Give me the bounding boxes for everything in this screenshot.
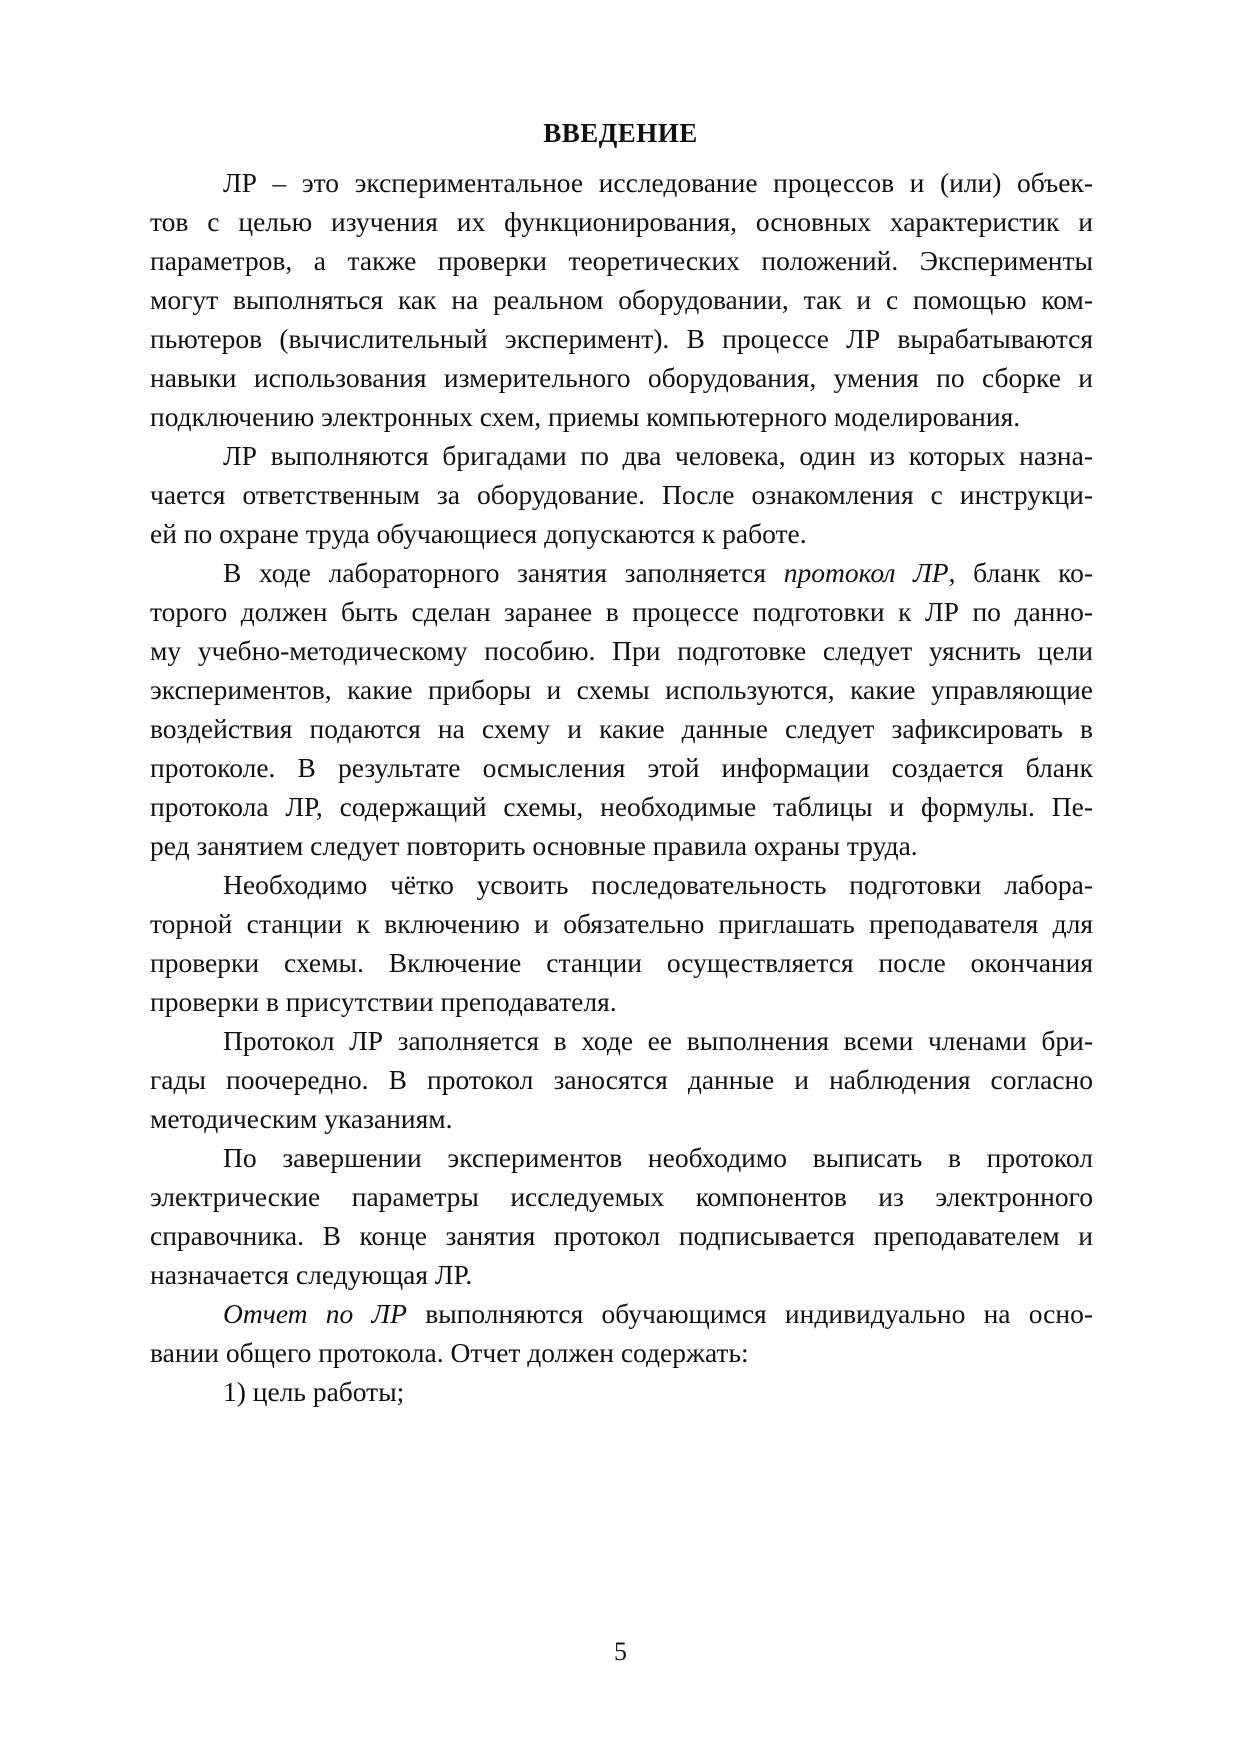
text-line: торной станции к включению и обязательно приглашать преподавателя для [150,908,1093,939]
section-heading: ВВЕДЕНИЕ [543,118,698,148]
text-line: вании общего протокола. Отчет должен содержать: [150,1337,749,1368]
text-line: параметров, а также проверки теоретических положений. Эксперименты [150,245,1093,276]
text-line: Протокол ЛР заполняется в ходе ее выполнения всеми членами бри- [223,1025,1093,1056]
list-item: 1) цель работы; [223,1376,405,1407]
text-line: подключению электронных схем, приемы компьютерного моделирования. [150,401,1021,432]
text-line: ЛР выполняются бригадами по два человека, один из которых назна- [223,440,1093,471]
text-line: проверки схемы. Включение станции осуществляется после окончания [150,947,1093,978]
text-line: справочника. В конце занятия протокол подписывается преподавателем и [150,1220,1093,1251]
text-line: тов с целью изучения их функционирования, основных характеристик и [150,206,1093,237]
italic-term: Отчет по ЛР [223,1298,407,1329]
text-line: чается ответственным за оборудование. После ознакомления с инструкци- [150,479,1093,510]
text-line: Отчет по ЛР выполняются обучающимся индивидуально на осно- [223,1298,1094,1329]
text-line: ЛР – это экспериментальное исследование процессов и (или) объек- [223,167,1093,198]
text-line: му учебно-методическому пособию. При подготовке следует уяснить цели [150,635,1093,666]
text-line: ей по охране труда обучающиеся допускаются к работе. [150,518,807,549]
text-line: навыки использования измерительного оборудования, умения по сборке и [150,362,1093,393]
text-line: протоколе. В результате осмысления этой информации создается бланк [150,752,1093,783]
page-number: 5 [614,1637,627,1666]
text-line: В ходе лабораторного занятия заполняется протокол ЛР, бланк ко- [223,557,1094,588]
text-line: протокола ЛР, содержащий схемы, необходимые таблицы и формулы. Пе- [150,791,1093,822]
text-line: торого должен быть сделан заранее в процессе подготовки к ЛР по данно- [150,596,1093,627]
text-line: могут выполняться как на реальном оборудовании, так и с помощью ком- [150,284,1093,315]
text-line: пьютеров (вычислительный эксперимент). В процессе ЛР вырабатываются [150,323,1093,354]
text-line: проверки в присутствии преподавателя. [150,986,617,1017]
italic-term: протокол ЛР [783,557,949,588]
text-line: назначается следующая ЛР. [150,1259,473,1290]
text-line: воздействия подаются на схему и какие данные следует зафиксировать в [150,713,1093,744]
text-line: электрические параметры исследуемых компонентов из электронного [150,1181,1093,1212]
text-line: экспериментов, какие приборы и схемы используются, какие управляющие [150,674,1093,705]
text-line: гады поочередно. В протокол заносятся данные и наблюдения согласно [150,1064,1093,1095]
text-line: ред занятием следует повторить основные правила охраны труда. [150,830,918,861]
text-line: методическим указаниям. [150,1103,453,1134]
text-line: Необходимо чётко усвоить последовательность подготовки лабора- [223,869,1093,900]
text-line: По завершении экспериментов необходимо выписать в протокол [223,1142,1093,1173]
